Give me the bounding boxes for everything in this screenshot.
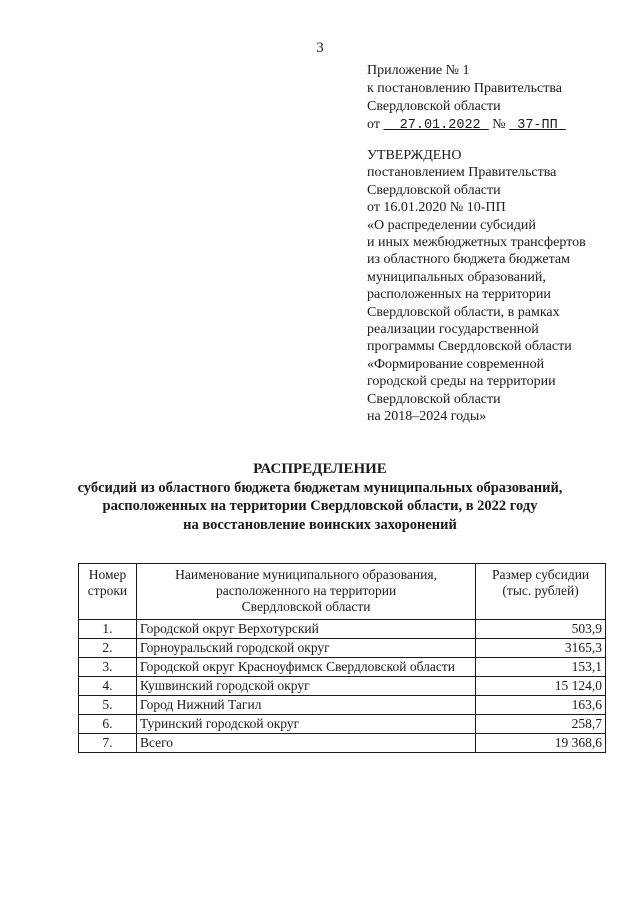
subsidy-table xyxy=(78,563,606,753)
approved-block xyxy=(367,147,586,426)
appendix-line: к постановлению Правительства xyxy=(367,81,563,96)
table-row xyxy=(79,696,606,715)
appendix-line: Свердловской области xyxy=(367,99,501,114)
amount-cell: 3165,3 xyxy=(476,639,606,658)
title-main: РАСПРЕДЕЛЕНИЕ xyxy=(253,461,387,477)
approved-line: Свердловской области, в рамках xyxy=(367,304,560,320)
amount-cell: 153,1 xyxy=(476,658,606,677)
table-header-row xyxy=(79,564,606,620)
row-number-cell: 5. xyxy=(79,696,137,715)
amount-cell: 163,6 xyxy=(476,696,606,715)
title-line: расположенных на территории Свердловской области, в 2022 году xyxy=(102,498,538,514)
amount-cell: 503,9 xyxy=(476,620,606,639)
row-number-cell: 7. xyxy=(79,734,137,753)
municipality-cell: Городской округ Красноуфимск Свердловской области xyxy=(136,658,475,677)
approved-line: Свердловской области xyxy=(367,182,501,198)
decree-number: 37-ПП xyxy=(517,118,558,133)
approved-line: реализации государственной xyxy=(367,322,539,338)
amount-cell: 19 368,6 xyxy=(476,734,606,753)
municipality-cell: Горноуральский городской округ xyxy=(136,639,475,658)
appendix-title: Приложение № 1 xyxy=(367,63,470,78)
approved-heading: УТВЕРЖДЕНО xyxy=(367,148,462,163)
title-line: субсидий из областного бюджета бюджетам муниципальных образований, xyxy=(77,479,563,496)
table-row xyxy=(79,639,606,658)
row-number-cell: 2. xyxy=(79,639,137,658)
approved-line: и иных межбюджетных трансфертов xyxy=(367,235,586,251)
approved-line: от 16.01.2020 № 10-ПП xyxy=(367,200,506,216)
document-title xyxy=(0,460,640,534)
approved-line: из областного бюджета бюджетам xyxy=(367,252,570,268)
appendix-block xyxy=(367,62,566,135)
title-line: на восстановление воинских захоронений xyxy=(183,516,457,533)
header-row-number: Номер строки xyxy=(79,564,137,620)
row-number-cell: 1. xyxy=(79,620,137,639)
municipality-cell: Городской округ Верхотурский xyxy=(136,620,475,639)
decree-date: 27.01.2022 xyxy=(399,118,481,133)
header-subsidy-amount: Размер субсидии (тыс. рублей) xyxy=(476,564,606,620)
approved-line: постановлением Правительства xyxy=(367,165,557,181)
table-row xyxy=(79,677,606,696)
table-row xyxy=(79,620,606,639)
municipality-cell: Кушвинский городской округ xyxy=(136,677,475,696)
appendix-date-line xyxy=(367,116,566,135)
municipality-cell: Туринский городской округ xyxy=(136,715,475,734)
approved-line: «Формирование современной xyxy=(367,356,545,372)
approved-line: «О распределении субсидий xyxy=(367,217,536,233)
municipality-cell: Город Нижний Тагил xyxy=(136,696,475,715)
approved-line: программы Свердловской области xyxy=(367,339,572,355)
number-sign: № xyxy=(492,117,506,132)
approved-line: городской среды на территории xyxy=(367,374,556,390)
table-row xyxy=(79,734,606,753)
table-row xyxy=(79,715,606,734)
row-number-cell: 4. xyxy=(79,677,137,696)
row-number-cell: 3. xyxy=(79,658,137,677)
approved-line: расположенных на территории xyxy=(367,287,551,303)
header-municipality: Наименование муниципального образования, расположенного на территории Свердловской области xyxy=(136,564,475,620)
amount-cell: 258,7 xyxy=(476,715,606,734)
page-number: 3 xyxy=(316,40,324,56)
municipality-cell: Всего xyxy=(136,734,475,753)
date-prefix: от xyxy=(367,117,380,132)
approved-line: муниципальных образований, xyxy=(367,269,546,285)
approved-line: Свердловской области xyxy=(367,391,501,407)
row-number-cell: 6. xyxy=(79,715,137,734)
approved-line: на 2018–2024 годы» xyxy=(367,409,487,425)
amount-cell: 15 124,0 xyxy=(476,677,606,696)
table-row xyxy=(79,658,606,677)
